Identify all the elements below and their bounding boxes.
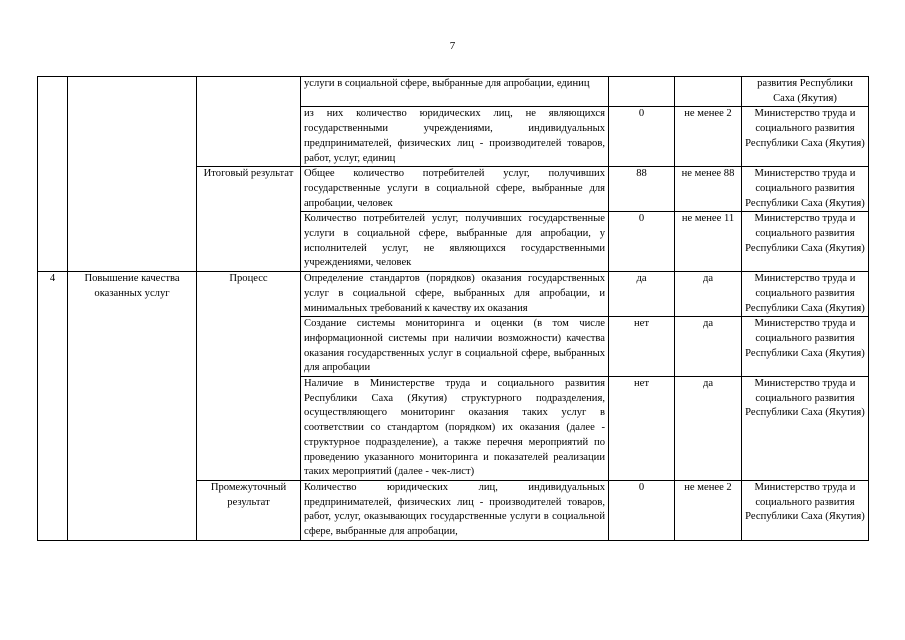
base-value-cell: 0 <box>609 212 675 272</box>
row-number <box>38 317 68 377</box>
row-number <box>38 167 68 212</box>
table-row <box>38 377 869 481</box>
target-value-cell: не менее 88 <box>675 167 742 212</box>
row-number <box>38 377 68 481</box>
task-cell: Повышение качества оказанных услуг <box>68 272 197 317</box>
task-cell <box>68 167 197 212</box>
page-number: 7 <box>449 40 456 52</box>
table-row <box>38 480 869 540</box>
target-value-cell <box>675 77 742 107</box>
task-cell <box>68 377 197 481</box>
indicator-cell: услуги в социальной сфере, выбранные для апробации, единиц <box>301 77 609 107</box>
base-value-cell: 88 <box>609 167 675 212</box>
task-cell <box>68 107 197 167</box>
target-value-cell: не менее 2 <box>675 480 742 540</box>
responsible-cell: Министерство труда и социального развития Республики Саха (Якутия) <box>742 212 869 272</box>
responsible-cell: Министерство труда и социального развития Республики Саха (Якутия) <box>742 167 869 212</box>
target-value-cell: не менее 11 <box>675 212 742 272</box>
stage-cell: Итоговый результат <box>197 167 301 212</box>
indicator-cell: Количество потребителей услуг, получивших государственные услуги в социальной сфере, выбранные для апробации, у исполнителей услуг, не являющихся государственными учреждениями, человек <box>301 212 609 272</box>
stage-cell <box>197 107 301 167</box>
indicators-table <box>37 76 869 541</box>
task-cell <box>68 317 197 377</box>
task-cell <box>68 77 197 107</box>
target-value-cell: да <box>675 377 742 481</box>
responsible-cell: Министерство труда и социального развития Республики Саха (Якутия) <box>742 377 869 481</box>
stage-cell <box>197 317 301 377</box>
table-row <box>38 77 869 107</box>
responsible-cell: Министерство труда и социального развития Республики Саха (Якутия) <box>742 272 869 317</box>
indicator-cell: Создание системы мониторинга и оценки (в том числе информационной системы при наличии возможности) качества оказания государственных услуг в социальной сфере, выбранных для апробации <box>301 317 609 377</box>
row-number <box>38 77 68 107</box>
target-value-cell: не менее 2 <box>675 107 742 167</box>
indicator-cell: из них количество юридических лиц, не являющихся государственными учреждениями, индивидуальных предпринимателей, физических лиц - производителей товаров, работ, услуг, единиц <box>301 107 609 167</box>
base-value-cell <box>609 77 675 107</box>
responsible-cell: Министерство труда и социального развития Республики Саха (Якутия) <box>742 107 869 167</box>
stage-cell: Промежуточный результат <box>197 480 301 540</box>
indicator-cell: Определение стандартов (порядков) оказания государственных услуг в социальной сфере, выбранных для апробации, и минимальных требований к качеству их оказания <box>301 272 609 317</box>
row-number <box>38 212 68 272</box>
base-value-cell: да <box>609 272 675 317</box>
task-cell <box>68 480 197 540</box>
row-number <box>38 480 68 540</box>
row-number: 4 <box>38 272 68 317</box>
responsible-cell: Министерство труда и социального развития Республики Саха (Якутия) <box>742 480 869 540</box>
target-value-cell: да <box>675 317 742 377</box>
table-row <box>38 107 869 167</box>
base-value-cell: нет <box>609 377 675 481</box>
table-row <box>38 317 869 377</box>
table-row <box>38 212 869 272</box>
row-number <box>38 107 68 167</box>
table-row <box>38 167 869 212</box>
base-value-cell: 0 <box>609 107 675 167</box>
indicator-cell: Общее количество потребителей услуг, получивших государственные услуги в социальной сфере, выбранные для апробации, человек <box>301 167 609 212</box>
stage-cell <box>197 77 301 107</box>
responsible-cell: развития Республики Саха (Якутия) <box>742 77 869 107</box>
stage-cell: Процесс <box>197 272 301 317</box>
task-cell <box>68 212 197 272</box>
target-value-cell: да <box>675 272 742 317</box>
indicator-cell: Наличие в Министерстве труда и социального развития Республики Саха (Якутия) структурного подразделения, осуществляющего мониторинг оказания таких услуг в соответствии со стандартом (порядком) их оказания (далее - структурное подразделение), а также перечня мероприятий по проведению указанного мониторинга и показателей реализации таких мероприятий (далее - чек-лист) <box>301 377 609 481</box>
table-row <box>38 272 869 317</box>
stage-cell <box>197 212 301 272</box>
base-value-cell: 0 <box>609 480 675 540</box>
indicator-cell: Количество юридических лиц, индивидуальных предпринимателей, физических лиц - производителей товаров, работ, услуг, оказывающих государственные услуги в социальной сфере, выбранные для апробации, <box>301 480 609 540</box>
responsible-cell: Министерство труда и социального развития Республики Саха (Якутия) <box>742 317 869 377</box>
stage-cell <box>197 377 301 481</box>
base-value-cell: нет <box>609 317 675 377</box>
